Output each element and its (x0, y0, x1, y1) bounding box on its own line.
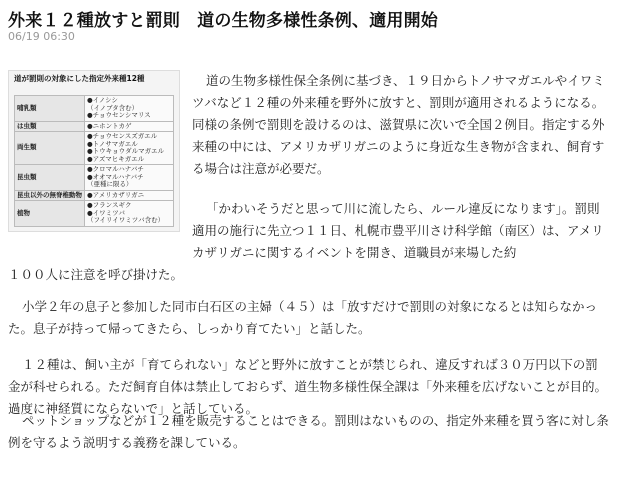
figure-title: 道が罰則の対象にした指定外来種12種 (14, 74, 145, 83)
species-list (85, 96, 174, 122)
paragraph-1: 道の生物多様性保全条例に基づき、１９日からトノサマガエルやイワミツバなど１２種の外来種を野外に放すと、罰則が適用されるようになる。同様の条例で罰則を設けるのは、滋賀県に次いで全国２例目。指定する外来種の中には、アメリカザリガニのように身近な生き物が含まれ、飼育する場合は注意が必要だ。 (192, 73, 605, 176)
species-name: （フイリイワミツバ含む） (87, 216, 165, 224)
species-row (15, 96, 174, 122)
species-category: は虫類 (15, 121, 85, 132)
species-name: ●イワミツバ (87, 208, 126, 217)
species-name: ●イノシシ (87, 96, 118, 104)
paragraph-2-continued: １００人に注意を呼び掛けた。 (8, 267, 184, 282)
species-category: 哺乳類 (15, 96, 85, 122)
species-row (15, 132, 174, 165)
species-category: 昆虫類 (15, 165, 85, 191)
species-name: ●トノサマガエル (87, 139, 138, 148)
species-category: 植物 (15, 201, 85, 227)
species-row (15, 121, 174, 132)
species-name: ●アズマヒキガエル (87, 154, 145, 163)
species-list (85, 190, 174, 201)
species-list (85, 132, 174, 165)
species-list (85, 201, 174, 227)
species-category: 昆虫以外の無脊椎動物 (15, 190, 85, 201)
species-name: ●チョウセンスズガエル (87, 132, 158, 140)
species-list (85, 165, 174, 191)
paragraph-2: 「かわいそうだと思って川に流したら、ルール違反になります」。罰則適用の施行に先立つ１１日、札幌市豊平川さけ科学館（南区）は、アメリカザリガニに関するイベントを開き、道職員が来場した約 (192, 201, 604, 260)
species-row (15, 190, 174, 201)
species-name: ●トウキョウダルマガエル (87, 147, 165, 155)
paragraph-5: ペットショップなどが１２種を販売することはできる。罰則はないものの、指定外来種を買う客に対し条例を守るよう説明する義務を課している。 (8, 413, 609, 450)
species-row (15, 165, 174, 191)
species-name: ●ニホントカゲ (87, 121, 132, 130)
species-figure (8, 70, 180, 232)
species-name: ●チョウセンシマリス (87, 111, 151, 119)
species-name: ●クロマルハナバチ (87, 165, 144, 173)
article-headline: 外来１２種放すと罰則 道の生物多様性条例、適用開始 (8, 11, 438, 31)
species-table (14, 95, 174, 227)
species-category: 両生類 (15, 132, 85, 165)
species-row (15, 201, 174, 227)
species-name: （イノブタ含む） (87, 103, 139, 112)
article-date: 06/19 06:30 (8, 30, 75, 43)
species-name: （亜種に限る） (87, 180, 133, 188)
species-name: ●アメリカザリガニ (87, 190, 145, 199)
species-name: ●フランスギク (87, 201, 132, 209)
species-list (85, 121, 174, 132)
paragraph-3: 小学２年の息子と参加した同市白石区の主婦（４５）は「放すだけで罰則の対象になるとは知らなかった。息子が持って帰ってきたら、しっかり育てたい」と話した。 (8, 299, 598, 336)
paragraph-4: １２種は、飼い主が「育てられない」などと野外に放すことが禁じられ、違反すれば３０万円以下の罰金が科せられる。ただ飼育自体は禁止しておらず、道生物多様性保全課は「外来種を広げないことが目的。過度に神経質にならないで」と話している。 (8, 357, 608, 416)
species-name: ●オオマルハナバチ (87, 172, 144, 181)
